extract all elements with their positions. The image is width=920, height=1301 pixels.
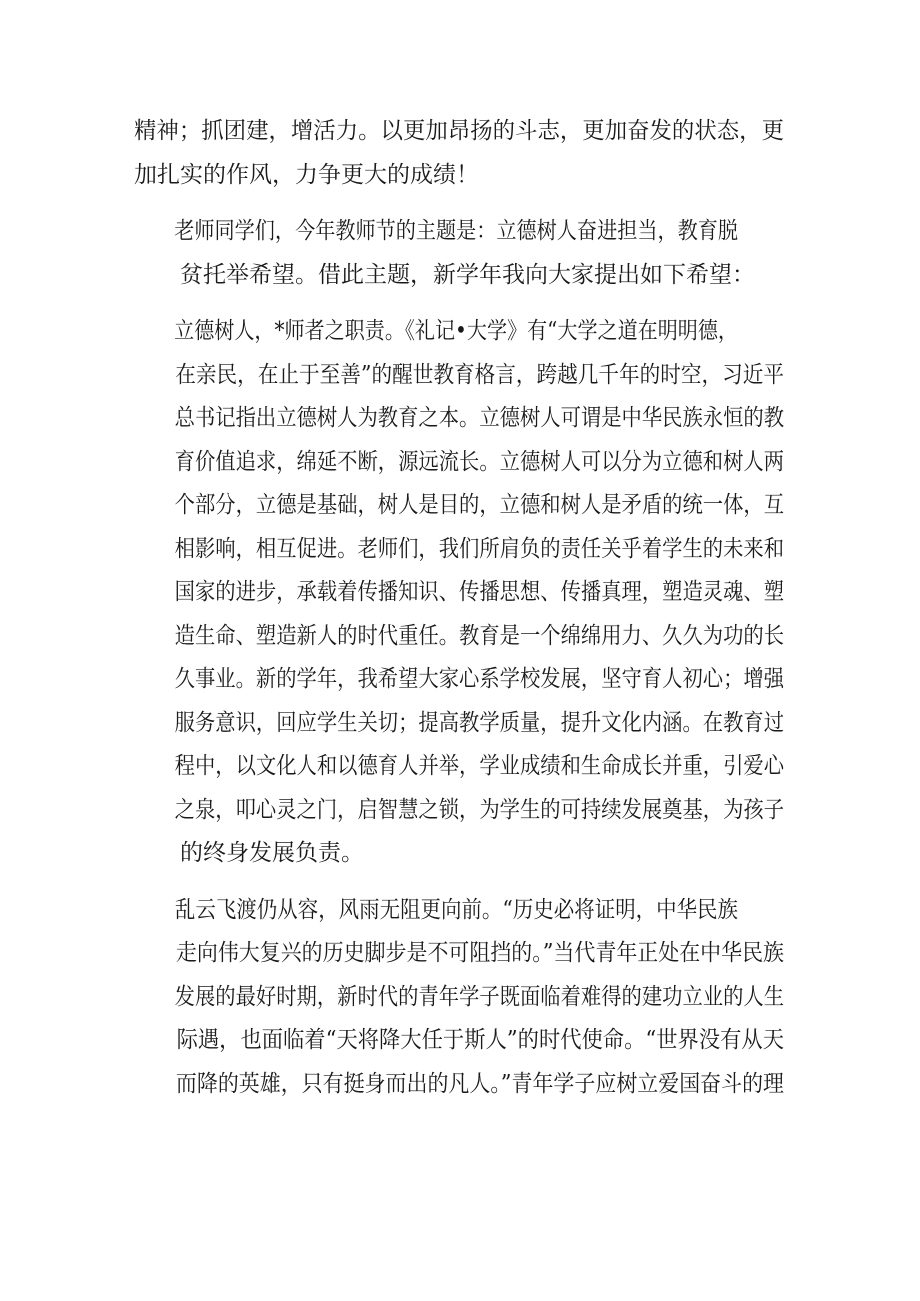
text-line: 际遇，也面临着“天将降大任于斯人”的时代使命。“世界没有从天 (176, 1027, 784, 1053)
text-line: 服务意识，回应学生关切；提高教学质量，提升文化内涵。在教育过 (174, 709, 784, 736)
paragraph (134, 110, 784, 197)
paragraph (134, 310, 784, 876)
text-line: 相影响，相互促进。老师们，我们所肩负的责任关乎着学生的未来和 (174, 535, 784, 562)
text-line: 造生命、塑造新人的时代重任。教育是一个绵绵用力、久久为功的长 (174, 622, 784, 649)
text-line: 加扎实的作风，力争更大的成绩！ (134, 161, 479, 188)
text-line: 的终身发展负责。 (180, 840, 364, 866)
text-line: 贫托举希望。借此主题，新学年我向大家提出如下希望： (180, 261, 755, 288)
paragraph (134, 889, 784, 1107)
text-line: 而降的英雄，只有挺身而出的凡人。”青年学子应树立爱国奋斗的理 (175, 1070, 784, 1097)
text-line: 发展的最好时期，新时代的青年学子既面临着难得的建功立业的人生 (174, 983, 784, 1010)
text-line: 精神；抓团建，增活力。以更加昂扬的斗志，更加奋发的状态，更 (134, 118, 784, 144)
text-line: 总书记指出立德树人为教育之本。立德树人可谓是中华民族永恒的教 (174, 405, 784, 431)
text-line: 个部分，立德是基础，树人是目的，立德和树人是矛盾的统一体，互 (174, 492, 784, 518)
text-line: 程中，以文化人和以德育人并举，学业成绩和生命成长并重，引爱心 (174, 753, 784, 779)
text-line: 育价值追求，绵延不断，源远流长。立德树人可以分为立德和树人两 (174, 448, 784, 475)
text-line: 在亲民，在止于至善”的醒世教育格言，跨越几千年的时空，习近平 (175, 361, 785, 388)
document-body (134, 110, 784, 1119)
text-line: 久事业。新的学年，我希望大家心系学校发展，坚守育人初心；增强 (174, 666, 784, 692)
text-line: 乱云飞渡仍从容，风雨无阻更向前。“历史必将证明，中华民族 (174, 896, 739, 923)
text-line: 老师同学们，今年教师节的主题是：立德树人奋进担当，教育脱 (174, 218, 738, 244)
paragraph (134, 210, 784, 297)
text-line: 国家的进步，承载着传播知识、传播思想、传播真理，塑造灵魂、塑 (174, 579, 784, 605)
text-line: 走向伟大复兴的历史脚步是不可阻挡的。”当代青年正处在中华民族 (175, 940, 784, 966)
text-line: 立德树人，*师者之职责。《礼记•大学》有“大学之道在明明德， (174, 318, 739, 344)
text-line: 之泉，叩心灵之门，启智慧之锁，为学生的可持续发展奠基，为孩子 (174, 796, 784, 823)
